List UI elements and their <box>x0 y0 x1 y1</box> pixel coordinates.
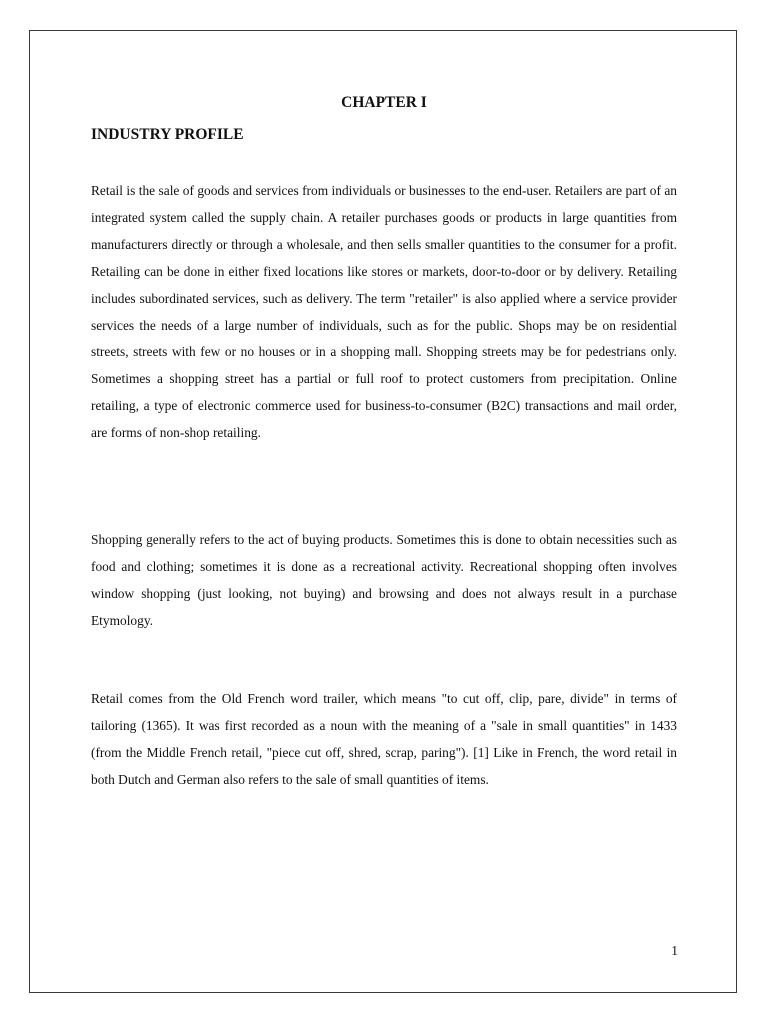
paragraph-shopping: Shopping generally refers to the act of buying products. Sometimes this is done to obtain necessities such as food and clothing; sometimes it is done as a recreational activity. Recreational shopping often involves window shopping (just looking, not buying) and browsing and does not always result in a purchase Etymology. <box>91 532 677 628</box>
paragraph-etymology: Retail comes from the Old French word trailer, which means "to cut off, clip, pare, divide" in terms of tailoring (1365). It was first recorded as a noun with the meaning of a "sale in small quantities" in 1433 (from the Middle French retail, "piece cut off, shred, scrap, paring"). [1] Like in French, the word retail in both Dutch and German also refers to the sale of small quantities of items. <box>91 691 677 787</box>
page-number: 1 <box>671 943 678 958</box>
chapter-heading: CHAPTER I <box>341 94 427 111</box>
paragraph-retail-definition: Retail is the sale of goods and services from individuals or businesses to the end-user. Retailers are part of an integrated system called the supply chain. A retailer purchases goods or products in large quantities from manufacturers directly or through a wholesale, and then sells smaller quantities to the consumer for a profit. Retailing can be done in either fixed locations like stores or markets, door-to-door or by delivery. Retailing includes subordinated services, such as delivery. The term "retailer" is also applied where a service provider services the needs of a large number of individuals, such as for the public. Shops may be on residential streets, streets with few or no houses or in a shopping mall. Shopping streets may be for pedestrians only. Sometimes a shopping street has a partial or full roof to protect customers from precipitation. Online retailing, a type of electronic commerce used for business-to-consumer (B2C) transactions and mail order, are forms of non-shop retailing. <box>91 183 677 441</box>
page-border <box>29 30 737 993</box>
section-heading: INDUSTRY PROFILE <box>91 126 244 143</box>
